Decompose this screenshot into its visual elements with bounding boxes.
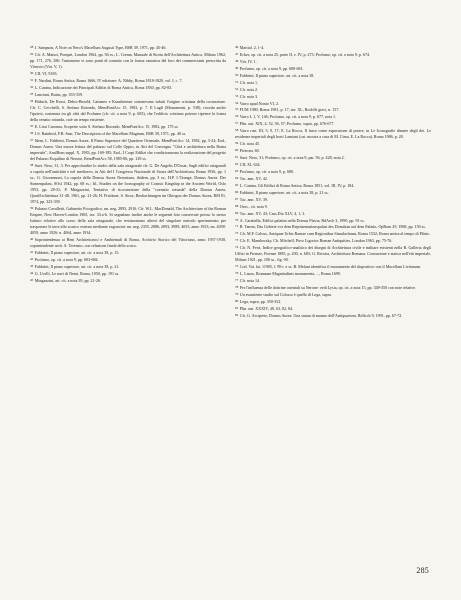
footnote-text: E. Lissi Caronna, Scoperte sotto S. Stefano Rotondo, MemPontAcc 15, 1982, pp. 175 ss. — [34, 123, 179, 129]
footnote — [30, 249, 226, 256]
footnote — [235, 196, 431, 203]
footnote — [235, 203, 431, 210]
footnote — [235, 58, 431, 65]
footnote-text: F. Nardini, Roma Antica, Roma 1666, IV edizione: A. Nibby, Roma 1818-1820, vol. I, c. 7. — [34, 77, 183, 83]
footnote-number: 54 — [235, 100, 239, 105]
footnote — [235, 230, 431, 237]
footnote-number: 44 — [30, 270, 34, 275]
footnote-text: Ecker, op. cit. a nota 25, parte II, v. IV, p. 273; Profumo, op. cit. a nota 9, p. 674. — [239, 51, 371, 57]
footnote-text: Cfr. nota 2. — [239, 86, 259, 92]
footnote-number: 78 — [235, 285, 239, 290]
page-number: 285 — [416, 566, 429, 575]
footnote-text: Cfr. E. Mandowsky, Ch. Mitchell, Pirro Ligorios Roman Antiquities, London 1963, pp. 75-76. — [239, 238, 393, 244]
footnote-number: 38 — [30, 162, 34, 167]
footnote-number: 37 — [30, 137, 34, 142]
footnote-text: Suet. Nero, 31; Profumo, op. cit. a nota 9, par. 56, p. 428, nota 2. — [239, 155, 345, 160]
footnote — [235, 284, 431, 291]
footnote-number: 59 — [235, 141, 239, 146]
footnote-number: 75 — [235, 264, 239, 269]
footnote-text: Cfr. A. Maiuri, Pompei, London 1962, pp. 94 ss.; L. Crema, Manuale di Storia dell'Architettura Antica, Milano 1962, pp. 171, 276, 286. Tantomeno vi sono punti di contatto con la forma canonica del foro dei commercianti prescritta da Vitruvio (Vitr. V, 1). — [30, 51, 226, 69]
footnote-text: B. Tamm, Das Gebiete vor dem Repräsentationspalast des Domitian auf dem Palatin, OpRom 29, 1968, pp. 150 ss. — [239, 224, 426, 230]
footnote — [235, 106, 431, 113]
footnote — [235, 305, 431, 312]
footnote-number: 52 — [235, 86, 239, 91]
footnote-number: 43 — [30, 263, 34, 268]
footnote-text: Profumo, op. cit. a nota 9, p. 680. — [239, 168, 295, 174]
footnote-number: 81 — [235, 305, 239, 310]
footnote-text: Plin. nat. XXXIV, 48, 63, 82, 84. — [239, 305, 294, 311]
footnote-text: A. Carattella, Edifici palatini nella Domus Flavia, BdArch 3, 1990, pp. 91 ss. — [239, 217, 365, 223]
footnote-text: Cfr. N. Ferri, Indice geografico-analitico dei disegni di Architettura civile e militare esistenti nella R. Galleria degli Uffizi in Firenze, Firenze 1885, p. 200, n. 683; G. Rivoira, Architettura Romana. Costruzione e statica nell'età imperiale, Milano 1921, pp. 100 ss., fig. 90. — [235, 245, 431, 263]
footnote-number: 62 — [235, 162, 239, 167]
footnote-number: 71 — [235, 224, 239, 229]
footnote-text: Cfr. nota 1. — [239, 79, 259, 85]
footnote — [30, 44, 226, 51]
footnote-text: Varro apud Nonio VI, 2. — [239, 100, 280, 106]
footnote — [235, 263, 431, 270]
footnote — [30, 270, 226, 277]
footnote-number: 50 — [235, 72, 239, 77]
footnote — [235, 65, 431, 72]
footnote-number: 48 — [235, 58, 239, 63]
footnote-number: 69 — [235, 210, 239, 215]
footnote-number: 60 — [235, 148, 239, 153]
footnote-text: L. Lauro, Romanae Magnitudinis monumenta, ..., Roma 1699. — [239, 271, 341, 277]
footnote-text: Cfr. nota 45. — [239, 141, 261, 147]
footnote-text: CIL XI, 634. — [239, 161, 261, 167]
footnote-number: 35 — [30, 123, 34, 128]
footnote-number: 47 — [235, 51, 239, 56]
footnote — [235, 168, 431, 175]
footnote-text: Fabbrini, Il piano superiore, art. cit. a nota 38, p. 21. — [34, 263, 120, 269]
footnote-number: 51 — [235, 79, 239, 84]
footnote-number: 61 — [235, 155, 239, 160]
footnote-number: 74 — [235, 245, 239, 250]
footnote — [30, 51, 226, 70]
footnote-number: 66 — [235, 189, 239, 194]
footnote — [30, 123, 226, 130]
footnote — [30, 77, 226, 84]
footnote-number: 28 — [30, 45, 34, 49]
footnote — [235, 154, 431, 161]
footnote — [235, 120, 431, 127]
footnote-text: L. Canina, Indicazione dei Principali Edifizi di Roma Antica, Roma 1830, pp. 82-83. — [34, 84, 173, 90]
footnote-number: 65 — [235, 182, 239, 187]
footnote — [30, 84, 226, 91]
footnote — [235, 113, 431, 120]
footnote — [30, 263, 226, 270]
footnote-number: 56 — [235, 114, 239, 119]
footnote — [235, 93, 431, 100]
footnote — [30, 98, 226, 123]
footnote-text: Fabbrini, Il piano superiore, art. cit. a nota 38, p. 15. — [34, 249, 120, 255]
footnote-text: Tac. ann. XV, 43; Cass.Dio XLV, 4, 1, 3. — [239, 210, 306, 216]
footnote-text: Cfr. G. Arciprete, Domus Aurea. Una statua di marmo dell'Antiquarium, BdArch 9, 1991, pp. 67-72. — [239, 312, 403, 318]
footnote-number: 36 — [30, 130, 34, 135]
footnote-text: Lanciani, Ruins, pp. 355-359. — [34, 91, 84, 97]
footnote — [235, 217, 431, 224]
footnote-text: FUM 1980, Roma 1981, p. 17, tav. XL, Rodolfi greci, n. 157. — [239, 107, 340, 113]
footnote — [235, 237, 431, 244]
footnote-text: Martial. 2, 1-4. — [239, 44, 265, 50]
footnote-number: 72 — [235, 231, 239, 236]
footnote-number: 73 — [235, 238, 239, 243]
footnote — [30, 256, 226, 263]
right-notes-column — [235, 44, 431, 564]
footnote-number: 40 — [30, 237, 34, 242]
footnote-text: Palazzo Cavalletti, Gabinetto Fotografico, nn. neg. 2893, 2916. Cfr. W.L. MacDonald, The Architecture of the Roman Empire, New Haven-London 1965, tav. 33.a-b. Si segnalano inoltre anche le seguenti foto conservate presso lo stesso Istituto relative allo scavo della sala ottagonale, che testimoniano altresì del singolare metodo sperimentato per trasportare le terre allo scarico esterno mediante vagoncini: nn. neg. 2355, 2886, 2893, 3989, 4055, anno 1933; nn. 4058-4059, anno 1926: n. 4064, anno 1934. — [30, 205, 226, 236]
footnote-number: 63 — [235, 168, 239, 173]
footnote-number: 77 — [235, 278, 239, 283]
footnote — [235, 79, 431, 86]
footnote-number: 33 — [30, 91, 34, 96]
footnote-text: J. Sampson, A Note on Nero's Macellum Augusti Type, BSR 39, 1971, pp. 45-46. — [34, 44, 167, 50]
footnote-text: Vitr. IV, 1. — [239, 58, 257, 64]
footnote-number: 67 — [235, 196, 239, 201]
footnote-text: Varro rust. III, 5, 9, 17; E. La Rocca, Il lusso come espressione di potere, in Le Iconografie dinaste degli dei. Le residenze imperiali degli horti Lamiani (cat. mostra a cura di M. Cima, E. La Rocca), Roma 1986, p. 20. — [235, 128, 431, 140]
notes-columns — [30, 44, 431, 564]
footnote — [235, 44, 431, 51]
footnote-text: Profumo, op. cit. a nota 9, pp. 680-681. — [239, 65, 304, 71]
footnote-number: 57 — [235, 121, 239, 126]
footnote-number: 34 — [30, 98, 34, 103]
footnote-number: 42 — [30, 257, 34, 262]
footnote — [30, 70, 226, 77]
footnote-number: 79 — [235, 292, 239, 297]
footnote-number: 41 — [30, 250, 34, 255]
footnote — [235, 100, 431, 107]
footnote-number: 58 — [235, 128, 239, 133]
footnote — [235, 51, 431, 58]
footnote — [235, 277, 431, 284]
footnote-text: Tac. ann. XV, 42. — [239, 175, 268, 181]
footnote — [30, 277, 226, 284]
footnote-number: 76 — [235, 271, 239, 276]
footnote-number: 29 — [30, 51, 34, 56]
footnote-text: Per l'influenza delle dottrine orientali su Nerone: vedi Lysia, op. cit. a nota 15, pp. 349-350 con note relative. — [239, 285, 417, 291]
footnote-text: CIL VI, 9183. — [34, 70, 58, 76]
footnote-text: Idem, L. Fabbrini, Domus Aurea. Il Piano Superiore del Quartiere Orientale, MemPontAcc 14, 1982, pp. 5-24; Ead., Domus Aurea. Una nuova lettura del palazzo sul Colle Oppio, in Atti del Convegno "Città e architettura nella Roma imperiale", AnalRom suppl. X, 1983, pp. 169-185; Ead., I Corpi Edilizi che condizionarono la realizzazione del progetto del Palazzo Esquilino di Nerone, RendPontAcc 58, 1985-86, pp. 129 ss. — [30, 137, 226, 161]
footnote — [235, 244, 431, 263]
footnote-text: Hübsch, De Rossi, Dehio-Bezold, Cattaneo e Krautheimer sostenevano infatti l'origine cristiana della costruzione. Cfr. C. Cecchelli, S. Stefano Rotondo, MemPontAcc 15, 1982, p. 7. Il Lugli (Monumenti, p. 538), ricorda anche l'ipotesi, sostenuta tra gli altri dal Profumo (cfr. cit. a nota 9, p. 683), che l'edificio cristiano potesse ripetere la forma della cenatio rotunda, cioè un tempo esistente. — [30, 98, 226, 122]
footnote — [30, 162, 226, 205]
footnote-text: Profumo, op. cit. a nota 9, pp. 683-684. — [34, 256, 99, 262]
footnote — [235, 312, 431, 319]
footnote-text: J.S. Rainbird, F.B. Sear, The Description of the Macellum Magnum, BSR 39, 1971, pp. 40 ss. — [34, 130, 187, 136]
footnote-number: 45 — [30, 277, 34, 282]
footnote — [30, 130, 226, 137]
footnote-text: Cod. Vat. lat. 11905, f. 89 r. e ss. B. Meluni identifica il monumento del dispositivo con il Macellum Liviianum. — [239, 264, 421, 270]
footnote — [235, 298, 431, 305]
footnote — [235, 175, 431, 182]
footnote — [30, 236, 226, 249]
footnote — [235, 86, 431, 93]
footnote-number: 68 — [235, 203, 239, 208]
footnote-text: Suet. Nero, 31, 3. Per approfondire lo studio della sala ottagonale cfr. G. De Angelis D'Ossat, Sugli edifici ottagonali a cupola nell'antichità e nel medioevo, in Atti del I Congresso Nazionale di Storia dell'Architettura, Roma 1936, pp. 1 ss.; G. Giovannoni, La cupola della Domus Aurea Neroniana, ibidem, pp. 3 ss.; H.P. L'Orange, Domus Aurea. Der Sonnenpalast, SOsl 1942, pp. 68 ss.; Id., Studies on the Iconography of Cosmic Kingship in the Ancient World, Oslo 1953, pp. 28-31; P. Mingazzini, Tentativo di ricostruzione della "coenatio rotunda" della Domus Aurea, QuadArchitettura 31-48, 1961, pp. 21-26; H. Prückner, S. Storz, Beobachtungen im Oktogon der Domus Aurea, RM 81, 1974, pp. 323-339. — [30, 162, 226, 204]
left-notes-column — [30, 44, 226, 564]
footnote-number: 32 — [30, 84, 34, 89]
footnote-number: 70 — [235, 217, 239, 222]
footnote — [235, 210, 431, 217]
footnote — [30, 205, 226, 236]
footnote-text: Fabbrini, Il piano superiore, art. cit. a nota 38, p. 21 ss. — [239, 189, 329, 195]
footnote-text: Pietrom. 60. — [239, 148, 260, 154]
footnote-text: Un esauriente studio sul Colosso è quello di Lega, supra. — [239, 291, 332, 297]
footnote-text: Soprintendenza ai Beni Architettonici e Ambientali di Roma, Archivio Storico del Vittoriano, anno 1937-1938, soprintendente arch. A. Terenzio, con relazione finale dello scavo. — [30, 236, 226, 249]
footnote-number: 46 — [235, 45, 239, 49]
footnote-text: Mingazzini, art. cit. a nota 39, pp. 21-26. — [34, 277, 101, 283]
footnote-text: Cfr. nota 3. — [239, 93, 259, 99]
footnote — [235, 161, 431, 168]
footnote-number: 82 — [235, 312, 239, 317]
footnote — [235, 291, 431, 298]
footnote-text: Cfr. nota 14. — [239, 278, 261, 284]
footnote-text: G. Ucelli, Le navi di Nemi, Roma, 1950, pp. 191 ss. — [34, 270, 120, 276]
footnote-text: Lega, supra, pp. 350-352. — [239, 298, 282, 304]
footnote-text: Fabbrini, Il piano superiore, art. cit. a nota 38. — [239, 72, 315, 78]
footnote-number: 30 — [30, 70, 34, 75]
footnote-text: Cfr. M.F. Calvus, Antiquae Urbis Romae cum Regionibus Simulachrum, Roma 1532; Roma antica al tempo di Plinio. — [239, 231, 431, 237]
footnote-number: 64 — [235, 175, 239, 180]
footnote-number: 39 — [30, 205, 34, 210]
footnote-number: 31 — [30, 77, 34, 82]
footnote — [235, 189, 431, 196]
footnote — [235, 223, 431, 230]
footnote — [235, 72, 431, 79]
footnote — [235, 182, 431, 189]
footnote — [235, 127, 431, 140]
footnote-number: 80 — [235, 299, 239, 304]
footnote-number: 49 — [235, 65, 239, 70]
footnote — [30, 91, 226, 98]
footnote-number: 53 — [235, 93, 239, 98]
footnote-number: 55 — [235, 107, 239, 112]
footnote — [235, 140, 431, 147]
footnote — [235, 147, 431, 154]
footnote-text: Oros., cit. nota 9. — [239, 203, 268, 209]
footnote — [235, 270, 431, 277]
footnote-text: Tac. ann. XV, 39. — [239, 196, 268, 202]
footnote-text: L. Canina, Gli Edifizi di Roma Antica, Roma 1851, vol. III, IV, p. 184. — [239, 182, 355, 188]
footnote-text: Plin. nat. XIX, 4, 52, 56, 57; Profumo, supra, pp. 676-677. — [239, 121, 335, 127]
footnote-text: Varro I, 1, V, 146; Profumo, op. cit. a nota 9, p. 677, nota 1. — [239, 114, 337, 120]
footnote — [30, 137, 226, 162]
